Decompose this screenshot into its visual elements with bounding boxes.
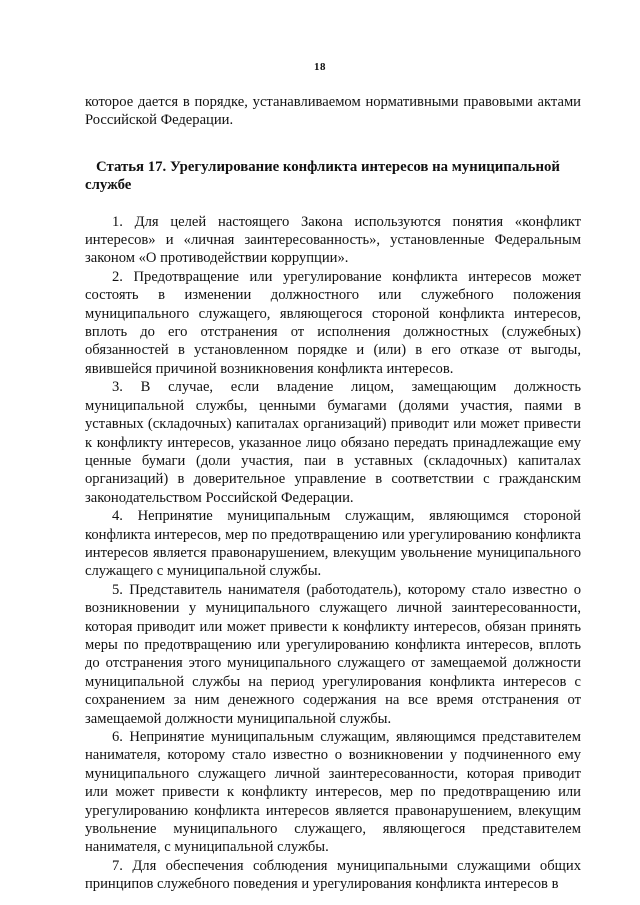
paragraph-2: 2. Предотвращение или урегулирование конфликта интересов может состоять в изменении должностного или служебного положения муниципального служащего, являющегося стороной конфликта интересов, вплоть до его отстранения от исполнения должностных (служебных) обязанностей в установленном порядке и (или) в его отказе от выгоды, явившейся причиной возникновения конфликта интересов. (85, 268, 581, 377)
paragraph-3: 3. В случае, если владение лицом, замещающим должность муниципальной службы, ценными бумагами (долями участия, паями в уставных (складочных) капиталах организаций) приводит или может привести к конфликту интересов, указанное лицо обязано передать принадлежащие ему ценные бумаги (доли участия, паи в уставных (складочных) капиталах организаций) в доверительное управление в соответствии с гражданским законодательством Российской Федерации. (85, 379, 581, 506)
paragraph-1: 1. Для целей настоящего Закона используются понятия «конфликт интересов» и «личная заинтересованность», установленные Федеральным законом «О противодействии коррупции». (85, 213, 581, 267)
lead-paragraph: которое дается в порядке, устанавливаемом нормативными правовыми актами Российской Федерации. (85, 94, 581, 129)
paragraph-7: 7. Для обеспечения соблюдения муниципальными служащими общих принципов служебного поведения и урегулирования конфликта интересов в (85, 857, 581, 893)
article-title: Статья 17. Урегулирование конфликта интересов на муниципальной службе (85, 158, 560, 194)
page-number: 18 (314, 61, 326, 73)
paragraph-4: 4. Непринятие муниципальным служащим, являющимся стороной конфликта интересов, мер по предотвращению или урегулированию конфликта интересов является правонарушением, влекущим увольнение муниципального служащего с муниципальной службы. (85, 508, 581, 580)
document-body (85, 93, 581, 894)
paragraph-6: 6. Непринятие муниципальным служащим, являющимся представителем нанимателя, которому стало известно о возникновении у подчиненного ему муниципального служащего личной заинтересованности, которая приводит или может привести к конфликту интересов, мер по предотвращению или урегулированию конфликта интересов является правонарушением, влекущим увольнение муниципального служащего, являющегося представителем нанимателя, с муниципальной службы. (85, 729, 581, 856)
paragraph-5: 5. Представитель нанимателя (работодатель), которому стало известно о возникновении у муниципального служащего личной заинтересованности, которая приводит или может привести к конфликту интересов, обязан принять меры по предотвращению или урегулированию конфликта интересов, вплоть до отстранения этого муниципального служащего от замещаемой должности муниципальной службы на период урегулирования конфликта интересов с сохранением за ним денежного содержания на все время отстранения от замещаемой должности муниципальной службы. (85, 581, 581, 727)
